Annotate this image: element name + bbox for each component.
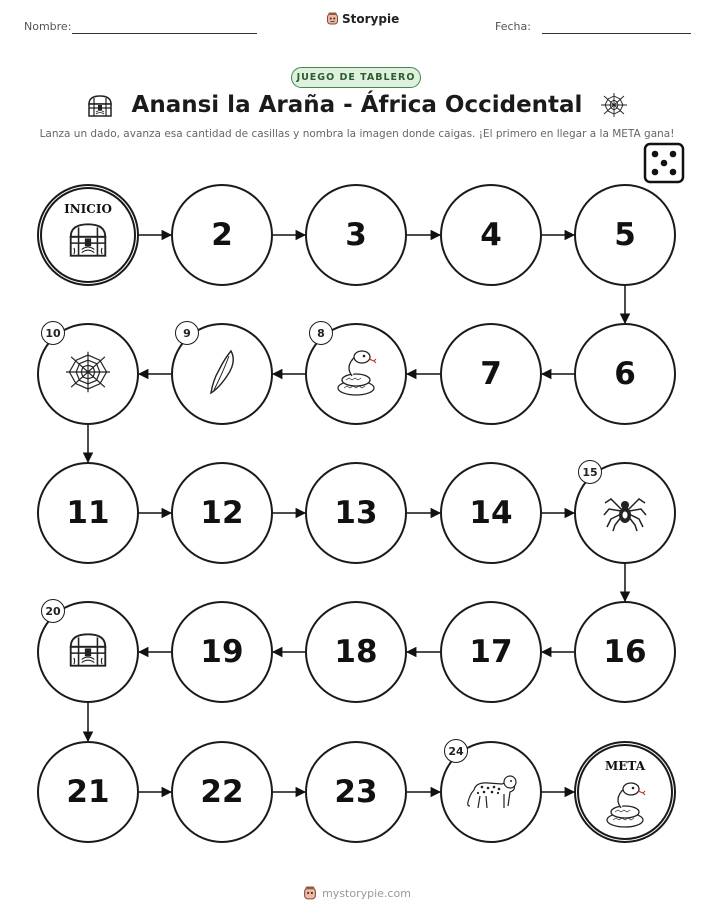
space-number: 3: [345, 217, 367, 253]
board-space-11: [37, 462, 139, 564]
board-space-18: [305, 601, 407, 703]
space-number: 4: [480, 217, 502, 253]
space-number-badge: 20: [41, 599, 65, 623]
game-badge: JUEGO DE TABLERO: [291, 67, 421, 88]
leaf-icon: [207, 348, 237, 400]
board-space-7: [440, 323, 542, 425]
space-number: 14: [469, 495, 513, 531]
space-number: 12: [200, 495, 244, 531]
space-number: 17: [469, 634, 513, 670]
finish-label: META: [604, 759, 645, 773]
snake-icon: [601, 778, 649, 834]
leopard-icon: [462, 768, 520, 816]
space-number: 19: [200, 634, 244, 670]
space-number-badge: 8: [309, 321, 333, 345]
treasure-chest-icon: [66, 221, 110, 263]
board-space-22: [171, 741, 273, 843]
snake-icon: [332, 346, 380, 402]
board-space-12: [171, 462, 273, 564]
board-space-23: [305, 741, 407, 843]
board-space-6: [574, 323, 676, 425]
space-number-badge: 9: [175, 321, 199, 345]
space-number: 13: [334, 495, 378, 531]
space-number: 18: [334, 634, 378, 670]
space-number: 5: [614, 217, 636, 253]
board-space-21: [37, 741, 139, 843]
space-number-badge: 24: [444, 739, 468, 763]
board-space-5: [574, 184, 676, 286]
board-space-13: [305, 462, 407, 564]
spider-web-icon: [63, 350, 113, 398]
board-space-4: [440, 184, 542, 286]
board-space-9: [171, 323, 273, 425]
board-space-19: [171, 601, 273, 703]
start-label: INICIO: [64, 202, 112, 216]
space-number-badge: 10: [41, 321, 65, 345]
brand-name: Storypie: [342, 12, 400, 26]
finish-space: [574, 741, 676, 843]
title-text: Anansi la Araña - África Occidental: [131, 92, 583, 118]
name-label: Nombre:: [24, 20, 72, 33]
footer-url[interactable]: mystorypie.com: [322, 887, 411, 900]
board-space-16: [574, 601, 676, 703]
board-space-14: [440, 462, 542, 564]
date-label: Fecha:: [495, 20, 531, 33]
space-number: 23: [334, 774, 378, 810]
board-space-10: [37, 323, 139, 425]
space-number: 11: [66, 495, 110, 531]
storypie-logo-icon: [303, 886, 317, 901]
board-space-20: [37, 601, 139, 703]
space-number: 2: [211, 217, 233, 253]
treasure-chest-icon: [66, 631, 110, 673]
space-number: 7: [480, 356, 502, 392]
board-space-3: [305, 184, 407, 286]
space-number: 22: [200, 774, 244, 810]
space-number: 6: [614, 356, 636, 392]
board-space-2: [171, 184, 273, 286]
spider-icon: [601, 489, 649, 537]
space-number: 16: [603, 634, 647, 670]
footer: [0, 886, 714, 901]
space-number-badge: 15: [578, 460, 602, 484]
board-space-8: [305, 323, 407, 425]
start-space: [37, 184, 139, 286]
instructions: Lanza un dado, avanza esa cantidad de casillas y nombra la imagen donde caigas. ¡El primero en llegar a la META gana!: [39, 128, 675, 140]
board-space-15: [574, 462, 676, 564]
board-space-24: [440, 741, 542, 843]
space-number: 21: [66, 774, 110, 810]
board-space-17: [440, 601, 542, 703]
